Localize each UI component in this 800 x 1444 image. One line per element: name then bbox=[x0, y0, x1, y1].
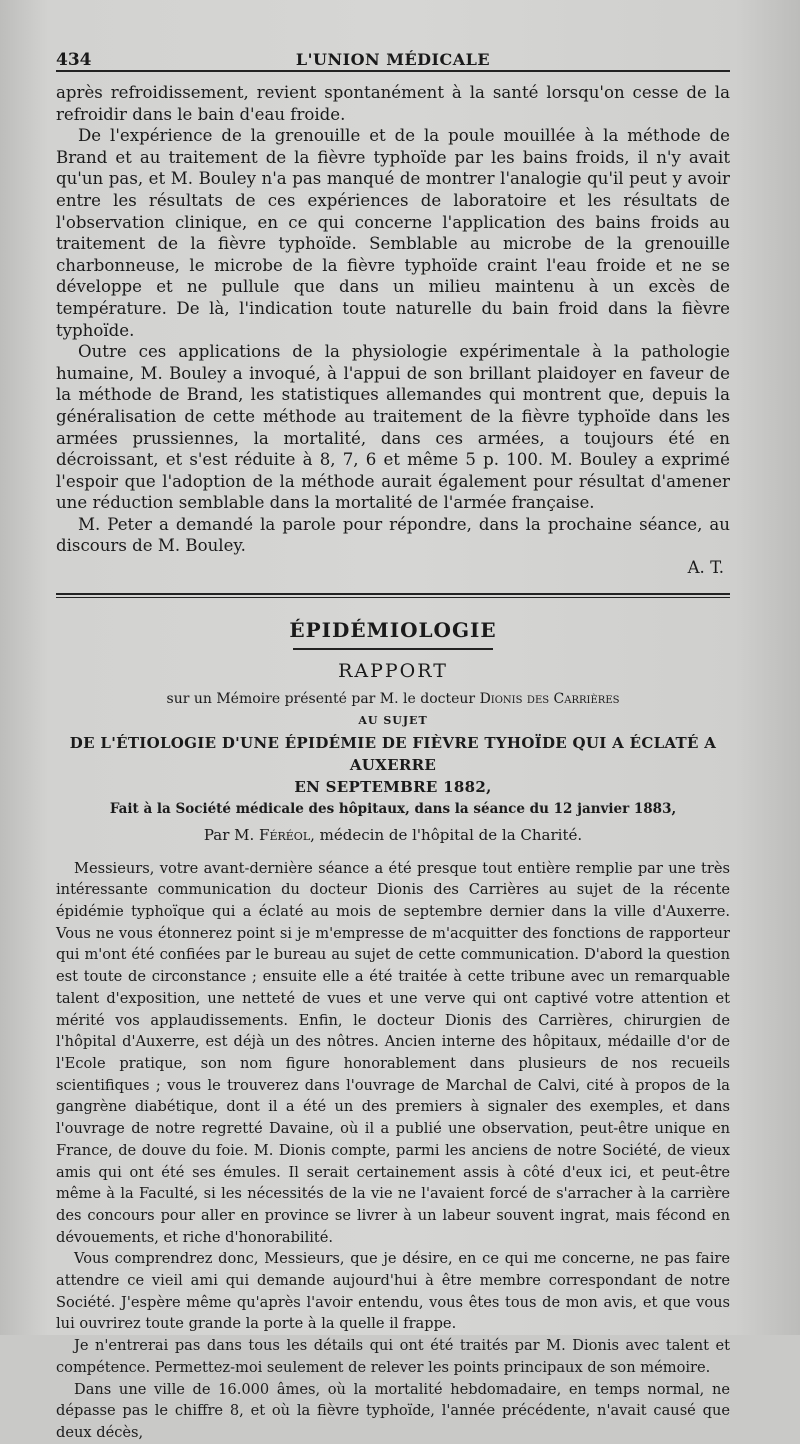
paragraph: Vous comprendrez donc, Messieurs, que je désire, en ce qui me concerne, ne pas faire attendre ce vieil ami qui demande aujourd'hui à être membre correspondant de notre Société. J'espère même qu'après l'avoir entendu, vous êtes tous de mon avis, et que vous lui ouvrirez toute grande la porte à la quelle il frappe. bbox=[56, 1250, 730, 1333]
paragraph: Je n'entrerai pas dans tous les détails qui ont été traités par M. Dionis avec talent et compétence. Permettez-moi seulement de relever les points principaux de son mémoire. bbox=[56, 1337, 730, 1376]
subtitle-author: Dionis des Carrières bbox=[479, 690, 620, 707]
report-title-line-1: DE L'ÉTIOLOGIE D'UNE ÉPIDÉMIE DE FIÈVRE TYHOÏDE QUI A ÉCLATÉ A AUXERRE bbox=[69, 733, 717, 774]
paragraph: Outre ces applications de la physiologie expérimentale à la pathologie humaine, M. Bouley a invoqué, à l'appui de son brillant plaidoyer en faveur de la méthode de Brand, les statistiques allemandes qui montrent que, depuis la généralisation de cette méthode au traitement de la fièvre typhoïde dans les armées prussiennes, la mortalité, dans ces armées, a toujours été en décroissant, et s'est réduite à 8, 7, 6 et même 5 p. 100. M. Bouley a exprimé l'espoir que l'adoption de la méthode aurait également pour résultat d'amener une réduction semblable dans la mortalité de l'armée française. bbox=[56, 342, 730, 513]
title-underline bbox=[293, 648, 493, 650]
paragraph: après refroidissement, revient spontanément à la santé lorsqu'on cesse de la refroidir dans le bain d'eau froide. bbox=[56, 83, 730, 124]
byline-prefix: Par M. bbox=[203, 825, 260, 844]
author-signature: A. T. bbox=[687, 558, 724, 578]
byline-suffix: , médecin de l'hôpital de la Charité. bbox=[310, 825, 583, 844]
subtitle-text: sur un Mémoire présenté par M. le docteur bbox=[166, 690, 480, 707]
byline-author: Féréol bbox=[259, 825, 311, 844]
section-divider bbox=[56, 593, 730, 598]
running-header bbox=[56, 44, 730, 72]
paragraph: M. Peter a demandé la parole pour répondre, dans la prochaine séance, au discours de M. Bouley. bbox=[56, 514, 730, 556]
paragraph: De l'expérience de la grenouille et de la poule mouillée à la méthode de Brand et au traitement de la fièvre typhoïde par les bains froids, il n'y avait qu'un pas, et M. Bouley n'a pas manqué de montrer l'analogie qu'il peut y avoir entre les résultats de ces expériences de laboratoire et les résultats de l'observation clinique, en ce qui concerne l'application des bains froids au traitement de la fièvre typhoïde. Semblable au microbe de la grenouille charbonneuse, le microbe de la fièvre typhoïde craint l'eau froide et ne se développe et ne pullule que dans un milieu maintenu à un excès de température. De là, l'indication toute naturelle du bain froid dans la fièvre typhoïde. bbox=[56, 126, 730, 340]
signature-line bbox=[56, 557, 730, 579]
paragraph: Messieurs, votre avant-dernière séance a été presque tout entière remplie par une très intéressante communication du docteur Dionis des Carrières au sujet de la récente épidémie typhoïque qui a éclaté au mois de septembre dernier dans la ville d'Auxerre. Vous ne vous étonnerez point si je m'empresse de m'acquitter des fonctions de rapporteur qui m'ont été confiées par le bureau au sujet de cette communication. D'abord la question est toute de circonstance ; ensuite elle a été traitée à cette tribune avec un remarquable talent d'exposition, une netteté de vues et une verve qui ont captivé votre attention et mérité vos applaudissements. Enfin, le docteur Dionis des Carrières, chirurgien de l'hôpital d'Auxerre, est déjà un des nôtres. Ancien interne des hôpitaux, médaille d'or de l'Ecole pratique, son nom figure honorablement dans plusieurs de nos recueils scientifiques ; vous le trouverez dans l'ouvrage de Marchal de Calvi, cité à propos de la gangrène diabétique, dont il a été un des premiers à signaler des exemples, et dans l'ouvrage de notre regretté Davaine, où il a publié une observation, peut-être unique en France, de douve du foie. M. Dionis compte, parmi les anciens de notre Société, de vieux amis qui ont été ses émules. Il serait certainement assis à côté d'eux ici, et peut-être même à la Faculté, si les nécessités de la vie ne l'avaient forcé de s'arracher à la carrière des concours pour aller en province se livrer à un labeur souvent ingrat, mais fécond en dévouements, et riche d'honorabilité. bbox=[56, 859, 730, 1246]
article-bouley bbox=[56, 82, 730, 579]
page-number: 434 bbox=[56, 50, 92, 70]
journal-title: L'UNION MÉDICALE bbox=[295, 50, 491, 69]
report-heading: RAPPORT bbox=[338, 659, 448, 682]
report-byline bbox=[56, 824, 730, 846]
paragraph: Dans une ville de 16.000 âmes, où la mortalité hebdomadaire, en temps normal, ne dépasse pas le chiffre 8, et où la fièvre typhoïde, l'année précédente, n'avait causé que deux décès, bbox=[56, 1380, 730, 1441]
report-title-line-2: EN SEPTEMBRE 1882, bbox=[294, 777, 492, 796]
au-sujet-label: AU SUJET bbox=[358, 713, 428, 727]
presentation-line: Fait à la Société médicale des hôpitaux, dans la séance du 12 janvier 1883, bbox=[109, 800, 677, 817]
section-title: ÉPIDÉMIOLOGIE bbox=[289, 617, 497, 642]
report-subtitle bbox=[56, 688, 730, 710]
report-body bbox=[56, 858, 730, 1444]
